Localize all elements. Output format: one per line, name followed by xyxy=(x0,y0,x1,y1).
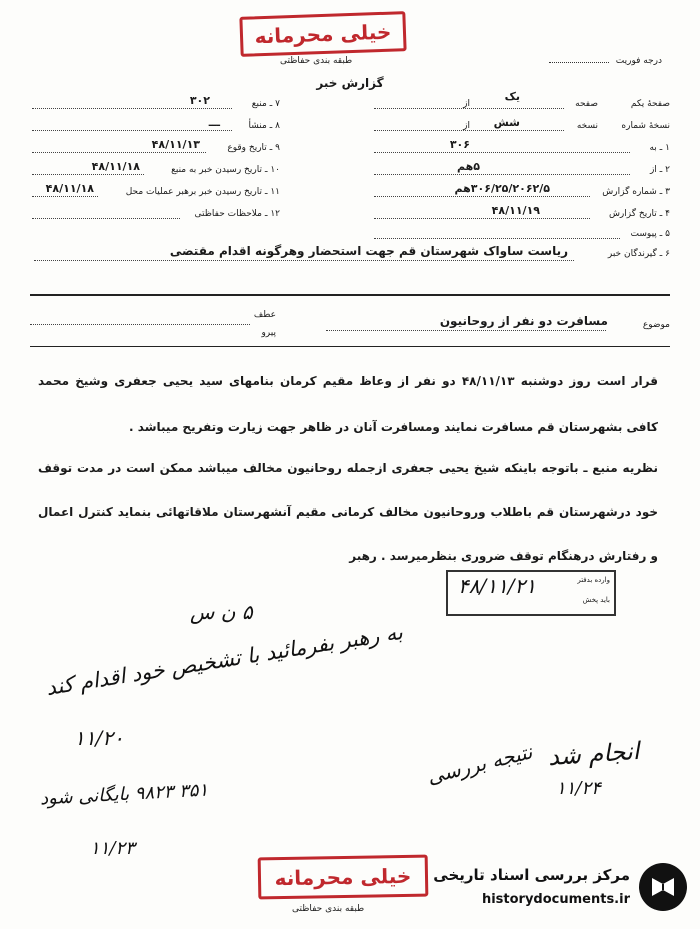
field-label: ۱۱ ـ تاریخ رسیدن خبر برهبر عملیات محل xyxy=(125,187,280,197)
field-label: ۱۰ ـ تاریخ رسیدن خبر به منبع xyxy=(171,165,280,175)
handwritten-note-3: ۱۱/۲۰ xyxy=(74,726,124,750)
field-value: ـــ xyxy=(208,116,220,129)
field-label: ۹ ـ تاریخ وقوع xyxy=(227,143,280,153)
field-line xyxy=(374,196,590,197)
classification-stamp-top: خیلی محرمانه xyxy=(239,11,406,57)
field-label: ۸ ـ منشأ xyxy=(248,121,280,131)
field-label: نسخهٔ شماره xyxy=(621,121,670,131)
handwritten-note-2: به رهبر بفرمائید با تشخیص خود اقدام کند xyxy=(44,619,405,701)
field-value: ۴۸/۱۱/۱۹ xyxy=(491,204,540,217)
body-paragraph-1: قرار است روز دوشنبه ۴۸/۱۱/۱۳ دو نفر از وعاظ مقیم کرمان بنامهای سید یحیی جعفری وشیخ محمد کافی بشهرستان قم مسافرت نمایند ومسافرت آنان در ظاهر جهت زیارت وتفریح میباشد . xyxy=(38,374,658,434)
urgency-label: درجه فوریت xyxy=(615,56,662,66)
receipt-line-2: باید پخش xyxy=(582,596,610,604)
field-line xyxy=(32,152,206,153)
reference-label-top: عطف xyxy=(253,310,276,320)
field-line xyxy=(374,174,630,175)
reference-label-bottom: پیرو xyxy=(261,328,276,338)
document-title: گزارش خبر xyxy=(316,76,384,90)
field-value: ۵هم xyxy=(457,160,480,173)
field-value: شش xyxy=(493,116,520,129)
field-line xyxy=(32,130,232,131)
field-label: ۷ ـ منبع xyxy=(251,99,280,109)
field-value: ریاست ساواک شهرستان قم جهت استحضار وهرگونه اقدام مقتضی xyxy=(169,244,568,258)
field-to xyxy=(370,140,670,158)
field-line xyxy=(374,218,590,219)
receipt-handwritten-date: ۴۸/۱۱/۲۱ xyxy=(458,574,536,598)
field-occurrence-date xyxy=(30,140,280,158)
field-page xyxy=(370,90,670,114)
field-source-receipt-date xyxy=(30,162,280,180)
subject-separator xyxy=(30,346,670,347)
handwritten-note-5: ۱۱/۲۳ xyxy=(90,838,135,859)
receipt-stamp xyxy=(446,570,616,616)
field-attachment xyxy=(370,226,670,244)
field-line xyxy=(34,260,574,261)
subject-line xyxy=(326,330,606,331)
field-label: ۵ ـ پیوست xyxy=(630,229,670,239)
field-value: ۳۰۶ xyxy=(449,138,470,151)
watermark-text-fa: مرکز بررسی اسناد تاریخی xyxy=(433,866,630,884)
receipt-line-1: وارده بدفتر xyxy=(577,576,610,584)
subject-value: مسافرت دو نفر از روحانیون xyxy=(439,314,608,328)
watermark-text-en: historydocuments.ir xyxy=(481,892,630,907)
field-mid: صفحه xyxy=(575,99,598,109)
classification-stamp-bottom: خیلی محرمانه xyxy=(258,855,429,900)
field-value: ۴۸/۱۱/۱۳ xyxy=(151,138,200,151)
field-security-notes xyxy=(30,206,280,224)
subject-label: موضوع xyxy=(642,320,670,330)
handwritten-note-6: انجام شد xyxy=(547,736,641,772)
body-paragraph-2: نظریه منبع ـ باتوجه باینکه شیخ یحیی جعفری ازجمله روحانیون مخالف میباشد ممکن است در مدت توقف خود درشهرستان قم باطلاب وروحانیون مخالف کرمانی مقیم آنشهرستان ملاقاتهائی بنماید کنترل اعمال و رفتارش درهنگام توقف ضروری بنظرمیرسد . رهبر xyxy=(38,461,658,563)
handwritten-note-8: ۱۱/۲۴ xyxy=(556,778,601,799)
field-recipients xyxy=(30,246,670,264)
field-line xyxy=(32,108,232,109)
field-mid2: از xyxy=(463,121,470,131)
field-line xyxy=(32,174,144,175)
field-line xyxy=(32,218,180,219)
handwritten-note-1: ۵ ن س xyxy=(190,600,253,624)
field-report-number xyxy=(370,184,670,202)
field-label: صفحهٔ یکم xyxy=(630,99,670,109)
header-separator xyxy=(30,294,670,296)
field-source xyxy=(30,96,280,114)
field-line xyxy=(374,238,620,239)
field-line xyxy=(374,130,564,131)
field-line xyxy=(32,196,98,197)
handwritten-note-7: نتیجه بررسی xyxy=(424,739,535,789)
field-value: یک xyxy=(504,90,520,103)
archive-logo-icon xyxy=(638,862,688,912)
classification-label-bottom: طبقه بندی حفاظتی xyxy=(292,904,365,914)
field-value: ۴۸/۱۱/۱۸ xyxy=(45,182,94,195)
field-label: ۴ ـ تاریخ گزارش xyxy=(608,209,670,219)
reference-line xyxy=(30,324,250,325)
field-report-date xyxy=(370,206,670,224)
field-origin xyxy=(30,118,280,136)
urgency-line xyxy=(549,62,609,63)
field-operation-receipt-date xyxy=(30,184,280,202)
field-line xyxy=(374,108,564,109)
field-value: ۴۸/۱۱/۱۸ xyxy=(91,160,140,173)
field-value: ۳۰۲ xyxy=(189,94,210,107)
field-copy xyxy=(370,118,670,136)
field-from xyxy=(370,162,670,180)
classification-label-top: طبقه بندی حفاظتی xyxy=(280,56,353,66)
field-label: ۳ ـ شماره گزارش xyxy=(602,187,670,197)
field-label: ۲ ـ از xyxy=(649,165,670,175)
handwritten-note-4: ۳۵۱ ۹۸۲۳ بایگانی شود xyxy=(39,779,209,810)
field-label: ۶ ـ گیرندگان خبر xyxy=(607,249,670,259)
field-value: ۳۰۶/۲۵/۲۰۶۲/۵هم xyxy=(454,182,550,195)
field-mid: نسخه xyxy=(576,121,598,131)
field-label: ۱ ـ به xyxy=(649,143,670,153)
urgency-field xyxy=(549,56,662,66)
field-label: ۱۲ ـ ملاحظات حفاظتی xyxy=(194,209,280,219)
field-mid2: از xyxy=(463,99,470,109)
reference-field xyxy=(30,310,310,340)
watermark xyxy=(418,858,688,918)
field-line xyxy=(374,152,630,153)
